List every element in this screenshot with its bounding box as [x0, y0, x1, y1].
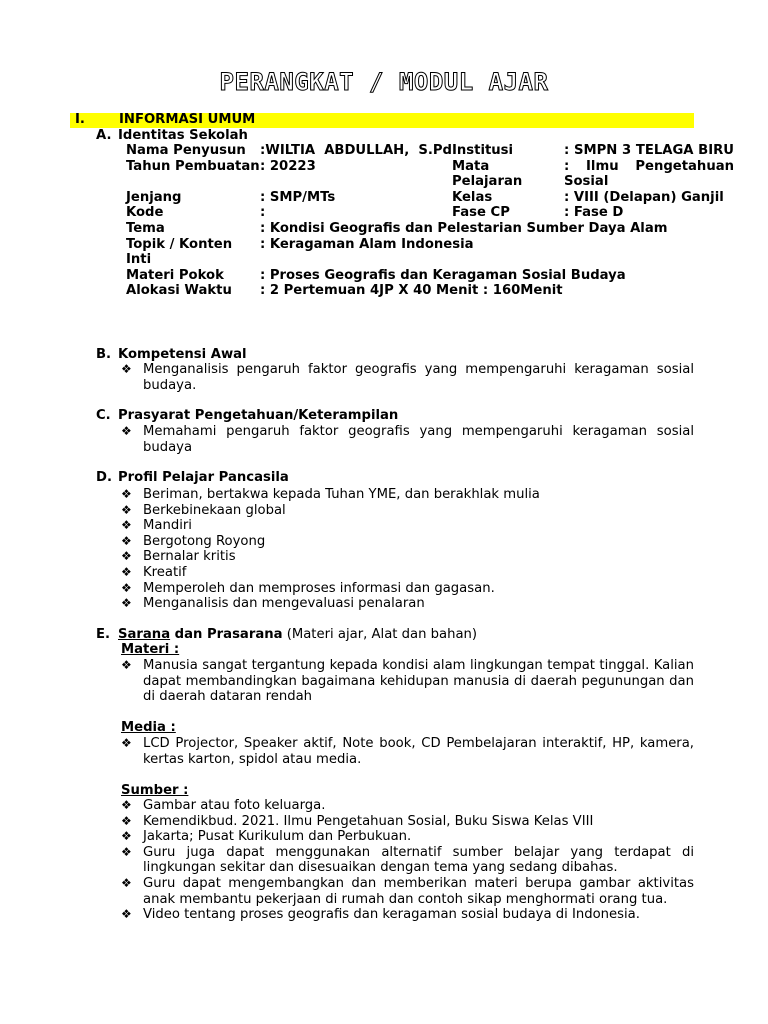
- sarana-note: (Materi ajar, Alat dan bahan): [282, 627, 478, 642]
- diamond-bullet-icon: ❖: [121, 844, 132, 859]
- diamond-bullet-icon: ❖: [121, 533, 132, 548]
- list-item-text: Video tentang proses geografis dan keragaman sosial budaya di Indonesia.: [143, 907, 640, 923]
- tema-value: : Kondisi Geografis dan Pelestarian Sumber Daya Alam: [260, 220, 668, 236]
- diamond-bullet-icon: ❖: [121, 798, 132, 812]
- document-title: PERANGKAT / MODUL AJAR: [219, 68, 549, 96]
- prasyarat-list: [121, 424, 694, 455]
- media-heading: Media :: [121, 720, 176, 735]
- list-item-text: Mandiri: [143, 518, 192, 534]
- list-item-text: Guru dapat mengembangkan dan memberikan materi berupa gambar aktivitas anak membantu pekerjaan di rumah dan contoh sikap menghormati orang tua.: [143, 875, 694, 907]
- diamond-bullet-icon: ❖: [121, 424, 132, 438]
- heading-prasyarat: [96, 408, 398, 424]
- sumber-heading: Sumber :: [121, 783, 189, 798]
- list-item: [121, 549, 694, 565]
- heading-text: Profil Pelajar Pancasila: [118, 470, 289, 485]
- table-row: [126, 283, 734, 299]
- list-item: [121, 424, 694, 455]
- mapel-value: : Ilmu Pengetahuan Sosial: [564, 158, 734, 190]
- list-item: [121, 876, 694, 907]
- table-row: [126, 268, 734, 284]
- diamond-bullet-icon: ❖: [121, 596, 132, 611]
- heading-sarana: [96, 627, 477, 643]
- kode-label: Kode: [126, 205, 164, 221]
- list-item-text: Berkebinekaan global: [143, 502, 286, 518]
- tahun-value: : 20223: [260, 158, 316, 174]
- materi-heading: Materi :: [121, 642, 180, 657]
- list-item: [121, 814, 694, 830]
- diamond-bullet-icon: ❖: [121, 658, 132, 672]
- diamond-bullet-icon: ❖: [121, 736, 132, 750]
- table-row: [126, 143, 734, 159]
- table-row: [126, 205, 734, 221]
- list-item-text: Jakarta; Pusat Kurikulum dan Perbukuan.: [143, 829, 412, 845]
- heading-letter: D.: [96, 470, 112, 485]
- diamond-bullet-icon: ❖: [121, 487, 132, 501]
- diamond-bullet-icon: ❖: [121, 813, 132, 828]
- heading-identitas: [96, 128, 248, 144]
- diamond-bullet-icon: ❖: [121, 549, 132, 564]
- materi-list: [121, 658, 694, 705]
- prasarana-word: dan Prasarana: [170, 627, 283, 642]
- list-item-text: Bernalar kritis: [143, 549, 236, 565]
- list-item: [121, 581, 694, 597]
- table-row: [126, 221, 734, 237]
- section-informasi-umum: [75, 112, 255, 128]
- jenjang-label: Jenjang: [126, 189, 182, 205]
- list-item-text: Menganalisis dan mengevaluasi penalaran: [143, 596, 425, 612]
- identity-table: [126, 143, 734, 299]
- sarana-word: Sarana: [118, 627, 171, 642]
- list-item: [121, 487, 694, 503]
- list-item: [121, 798, 694, 814]
- institusi-label: Institusi: [452, 143, 514, 158]
- list-item: [121, 829, 694, 845]
- topik-label: Topik / Konten Inti: [126, 236, 233, 268]
- list-item: [121, 596, 694, 612]
- heading-letter: E.: [96, 627, 111, 642]
- diamond-bullet-icon: ❖: [121, 518, 132, 533]
- nama-value: :WILTIA ABDULLAH, S.Pd: [260, 143, 452, 158]
- list-item: [121, 518, 694, 534]
- heading-text: Prasyarat Pengetahuan/Keterampilan: [118, 408, 399, 423]
- fase-label: Fase CP: [452, 205, 510, 221]
- diamond-bullet-icon: ❖: [121, 502, 132, 517]
- list-item-text: Memahami pengaruh faktor geografis yang mempengaruhi keragaman sosial budaya: [143, 424, 694, 455]
- diamond-bullet-icon: ❖: [121, 875, 132, 890]
- list-item-text: LCD Projector, Speaker aktif, Note book, CD Pembelajaran interaktif, HP, kamera, kertas karton, spidol atau media.: [143, 736, 694, 767]
- section-number: I.: [75, 112, 85, 127]
- table-row: [126, 190, 734, 206]
- sumber-list: [121, 798, 694, 923]
- list-item: [121, 736, 694, 767]
- mapel-label: Mata Pelajaran: [452, 158, 523, 190]
- heading-profil: [96, 470, 289, 486]
- nama-label: Nama Penyusun: [126, 143, 246, 158]
- list-item-text: Menganalisis pengaruh faktor geografis yang mempengaruhi keragaman sosial budaya.: [143, 362, 694, 393]
- diamond-bullet-icon: ❖: [121, 829, 132, 844]
- section-label: INFORMASI UMUM: [119, 112, 256, 127]
- list-item: [121, 503, 694, 519]
- diamond-bullet-icon: ❖: [121, 580, 132, 595]
- list-item-text: Beriman, bertakwa kepada Tuhan YME, dan berakhlak mulia: [143, 487, 540, 502]
- tema-label: Tema: [126, 220, 165, 236]
- list-item: [121, 565, 694, 581]
- diamond-bullet-icon: ❖: [121, 362, 132, 376]
- table-row: [126, 237, 734, 268]
- tahun-label: Tahun Pembuatan: [126, 158, 260, 174]
- list-item-text: Kreatif: [143, 564, 187, 580]
- alokasi-value: : 2 Pertemuan 4JP X 40 Menit : 160Menit: [260, 283, 563, 299]
- jenjang-value: : SMP/MTs: [260, 189, 336, 205]
- list-item: [121, 658, 694, 705]
- list-item-text: Bergotong Royong: [143, 533, 266, 549]
- diamond-bullet-icon: ❖: [121, 564, 132, 579]
- kelas-value: : VIII (Delapan) Ganjil: [564, 189, 724, 205]
- profil-list: [121, 487, 694, 612]
- heading-kompetensi: [96, 347, 247, 363]
- heading-text: Identitas Sekolah: [118, 128, 248, 143]
- list-item-text: Guru juga dapat menggunakan alternatif sumber belajar yang terdapat di lingkungan sekitar dan disesuaikan dengan tema yang sedang dibahas.: [143, 844, 694, 876]
- heading-letter: A.: [96, 128, 112, 143]
- table-row: [126, 159, 734, 190]
- institusi-value: : SMPN 3 TELAGA BIRU: [564, 143, 734, 158]
- materi-pokok-label: Materi Pokok: [126, 267, 224, 283]
- list-item: [121, 534, 694, 550]
- heading-letter: B.: [96, 347, 112, 362]
- kompetensi-list: [121, 362, 694, 393]
- list-item: [121, 907, 694, 923]
- media-list: [121, 736, 694, 767]
- materi-pokok-value: : Proses Geografis dan Keragaman Sosial Budaya: [260, 267, 626, 283]
- fase-value: : Fase D: [564, 205, 624, 221]
- list-item-text: Gambar atau foto keluarga.: [143, 798, 326, 813]
- list-item-text: Kemendikbud. 2021. Ilmu Pengetahuan Sosial, Buku Siswa Kelas VIII: [143, 813, 594, 829]
- list-item: [121, 362, 694, 393]
- kode-value: :: [260, 205, 266, 221]
- list-item: [121, 845, 694, 876]
- topik-value: : Keragaman Alam Indonesia: [260, 236, 474, 252]
- kelas-label: Kelas: [452, 189, 493, 205]
- heading-letter: C.: [96, 408, 111, 423]
- alokasi-label: Alokasi Waktu: [126, 283, 232, 299]
- list-item-text: Manusia sangat tergantung kepada kondisi alam lingkungan tempat tinggal. Kalian dapat membandingkan bagaimana kehidupan manusia di daerah pegunungan dan di daerah dataran rendah: [143, 658, 694, 705]
- list-item-text: Memperoleh dan memproses informasi dan gagasan.: [143, 580, 495, 596]
- diamond-bullet-icon: ❖: [121, 907, 132, 922]
- heading-text: Kompetensi Awal: [118, 347, 247, 362]
